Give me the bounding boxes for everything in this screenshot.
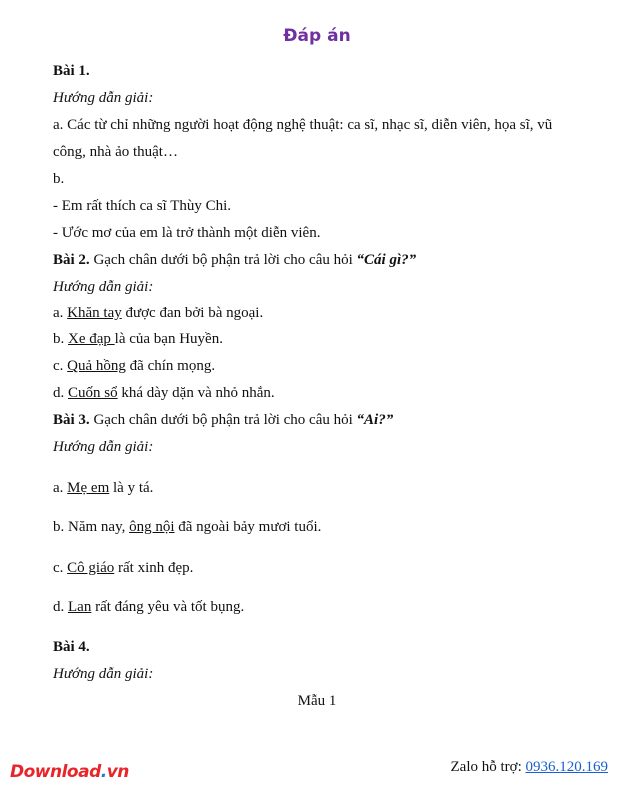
exercise-3-guide-label: Hướng dẫn giải: [53,439,154,455]
exercise-3-question: “Ai?” [356,412,394,428]
exercise-3-answer-c [53,559,193,577]
underlined-subject: Cuốn sổ [68,385,118,401]
answer-rest: đã chín mọng. [125,358,216,374]
exercise-1-answer-b-sentence-1: - Em rất thích ca sĩ Thùy Chi. [53,198,232,214]
page-title: Đáp án [283,26,351,46]
exercise-2-question: “Cái gì?” [356,252,417,268]
exercise-4-guide-label: Hướng dẫn giải: [53,666,154,682]
underlined-subject: ông nội [129,519,175,535]
answer-rest: rất xinh đẹp. [114,560,194,576]
answer-rest: khá dày dặn và nhỏ nhắn. [117,385,275,401]
exercise-3-answer-d [53,598,244,616]
answer-rest: rất đáng yêu và tốt bụng. [91,599,245,615]
answer-prefix: c. [53,358,68,374]
answer-prefix: a. [53,480,68,496]
answer-prefix: d. [53,599,68,615]
answer-prefix: c. [53,560,68,576]
answer-prefix: b. [53,331,68,347]
logo-text-main: Download [10,762,101,782]
underlined-subject: Mẹ em [67,480,110,496]
exercise-3-answer-b [53,518,321,536]
answer-rest: là của bạn Huyền. [114,331,223,347]
exercise-2-answer-b [53,330,223,348]
exercise-3-header [53,411,393,429]
answer-rest: đã ngoài bảy mươi tuổi. [174,519,322,535]
footer-contact [451,759,609,776]
exercise-1-guide-label: Hướng dẫn giải: [53,90,154,106]
sample-label: Mẫu 1 [297,693,337,709]
exercise-2-answer-a [53,304,263,322]
logo-text-dot: . [100,762,107,782]
answer-prefix: a. [53,305,68,321]
exercise-3-answer-a [53,479,153,497]
underlined-subject: Xe đạp [68,331,115,347]
answer-prefix: b. Năm nay, [53,519,130,535]
exercise-1-answer-a-line-2: công, nhà ảo thuật… [53,144,178,160]
exercise-3-instruction: Gạch chân dưới bộ phận trả lời cho câu hỏi [89,412,357,428]
exercise-2-answer-d [53,384,275,402]
logo-text-vn: vn [106,762,129,782]
exercise-2-instruction: Gạch chân dưới bộ phận trả lời cho câu hỏi [89,252,357,268]
exercise-2-header [53,251,416,269]
underlined-subject: Cô giáo [67,560,115,576]
exercise-3-heading: Bài 3. [53,412,90,428]
answer-rest: là y tá. [109,480,154,496]
answer-rest: được đan bởi bà ngoại. [121,305,264,321]
exercise-1-heading: Bài 1. [53,63,90,79]
exercise-2-answer-c [53,357,215,375]
answer-prefix: d. [53,385,68,401]
exercise-4-heading: Bài 4. [53,639,90,655]
support-phone-link[interactable]: 0936.120.169 [525,759,608,775]
exercise-1-answer-b-sentence-2: - Ước mơ của em là trở thành một diễn viên. [53,225,321,241]
underlined-subject: Quả hồng [67,358,126,374]
exercise-1-answer-b-label: b. [53,171,65,187]
zalo-support-label: Zalo hỗ trợ: [450,759,526,775]
download-vn-logo[interactable] [10,762,129,782]
underlined-subject: Lan [68,599,92,615]
exercise-2-guide-label: Hướng dẫn giải: [53,279,154,295]
exercise-1-answer-a-line-1: a. Các từ chỉ những người hoạt động nghệ thuật: ca sĩ, nhạc sĩ, diễn viên, họa sĩ, vũ [53,117,553,133]
exercise-2-heading: Bài 2. [53,252,90,268]
underlined-subject: Khăn tay [67,305,122,321]
